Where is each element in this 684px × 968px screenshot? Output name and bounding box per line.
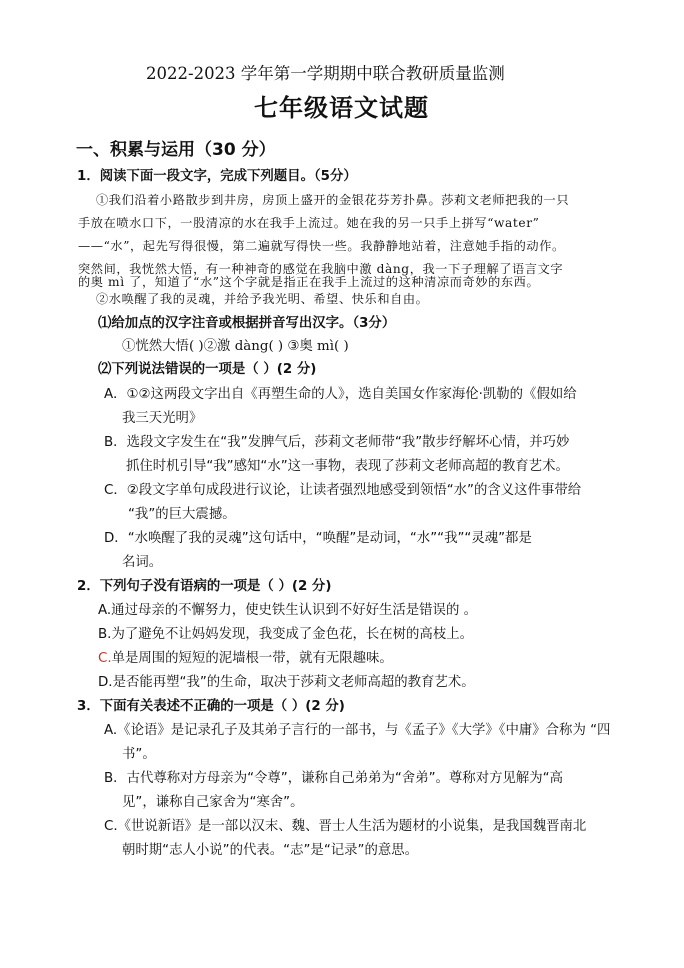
- option-b: B.为了避免不让妈妈发现，我变成了金色花，长在树的高枝上。: [98, 627, 473, 642]
- exam-title-line1: 2022-2023 学年第一学期期中联合教研质量监测: [146, 64, 505, 83]
- question-1-sub2-stem: ⑵下列说法错误的一项是（ ）(2 分): [98, 362, 317, 377]
- option-line: 名词。: [122, 555, 163, 570]
- option-line: 抓住时机引导“我”感知“水”这一事物，表现了莎莉文老师高超的教育艺术。: [126, 459, 569, 474]
- passage-line: ①我们沿着小路散步到井房，房顶上盛开的金银花芬芳扑鼻。莎莉文老师把我的一只: [96, 193, 570, 207]
- section-heading: 一、积累与运用（30 分）: [76, 140, 276, 160]
- option-c: [98, 649, 393, 669]
- option-c-text: 单是周围的短短的泥墙根一带，就有无限趣味。: [111, 651, 393, 666]
- passage-line: 手放在喷水口下，一股清凉的水在我手上流过。她在我的另一只手上拼写“water”: [78, 216, 540, 230]
- option-line: A.《论语》是记录孔子及其弟子言行的一部书，与《孟子》《大学》《中庸》合称为 “四: [104, 723, 611, 738]
- question-1-stem: 1．阅读下面一段文字，完成下列题目。（5分）: [77, 169, 357, 184]
- option-line: 朝时期“志人小说”的代表。“志”是“记录”的意思。: [122, 843, 419, 858]
- option-line: D．“水唤醒了我的灵魂”这句话中，“唤醒”是动词，“水”“我”“灵魂”都是: [104, 531, 532, 546]
- option-line: 我三天光明》: [122, 411, 203, 426]
- option-line: 见”，谦称自己家舍为“寒舍”。: [122, 795, 304, 810]
- option-c-letter: C.: [98, 651, 112, 666]
- option-line: C．②段文字单句成段进行议论，让读者强烈地感受到领悟“水”的含义这件事带给: [104, 483, 582, 498]
- option-a: A.通过母亲的不懈努力，使史铁生认识到不好好生活是错误的 。: [98, 603, 477, 618]
- option-line: 书”。: [122, 747, 156, 762]
- question-1-sub1-items: ①恍然大悟( )②激 dàng( ) ③奥 mì( ): [122, 339, 349, 354]
- option-line: “我”的巨大震撼。: [128, 507, 236, 522]
- exam-title-line2: 七年级语文试题: [254, 93, 429, 122]
- option-line: B．古代尊称对方母亲为“令尊”，谦称自己弟弟为“舍弟”。尊称对方见解为“高: [104, 771, 563, 786]
- question-2-stem: 2．下列句子没有语病的一项是（ ）(2 分): [77, 579, 332, 594]
- option-line: B．选段文字发生在“我”发脾气后，莎莉文老师带“我”散步纾解坏心情，并巧妙: [104, 435, 570, 450]
- option-line: A．①②这两段文字出自《再塑生命的人》，选自美国女作家海伦·凯勒的《假如给: [104, 387, 577, 402]
- question-1-sub1-stem: ⑴给加点的汉字注音或根据拼音写出汉字。（3分）: [98, 316, 396, 331]
- passage-line: 突然间，我恍然大悟，有一种神奇的感觉在我脑中激 dàng，我一下子理解了语言文字: [78, 262, 564, 276]
- passage-line: 的奥 mì 了，知道了“水”这个字就是指正在我手上流过的这种清凉而奇妙的东西。: [78, 275, 540, 289]
- option-d: D.是否能再塑“我”的生命，取决于莎莉文老师高超的教育艺术。: [98, 675, 475, 690]
- question-3-stem: 3．下面有关表述不正确的一项是（ ）(2 分): [77, 699, 345, 714]
- option-line: C.《世说新语》是一部以汉末、魏、晋士人生活为题材的小说集，是我国魏晋南北: [104, 819, 587, 834]
- passage-line: ——“水”，起先写得很慢，第二遍就写得快一些。我静静地站着，注意她手指的动作。: [78, 239, 565, 253]
- passage-line: ②水唤醒了我的灵魂，并给予我光明、希望、快乐和自由。: [96, 292, 429, 306]
